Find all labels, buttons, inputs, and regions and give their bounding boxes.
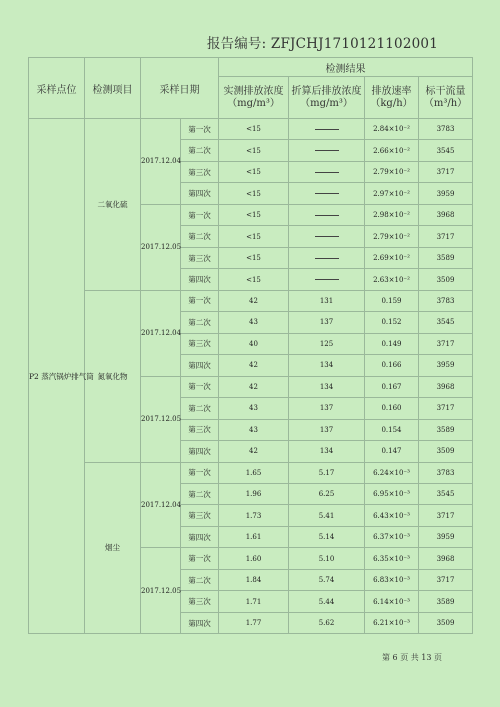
sampling-date: 2017.12.04: [141, 462, 181, 548]
flow-rate-cell: 3509: [419, 269, 473, 290]
flow-rate-cell: 3717: [419, 226, 473, 247]
converted-conc-cell: 137: [289, 312, 365, 333]
sequence-cell: 第三次: [181, 505, 219, 526]
emission-rate-cell: 2.98×10⁻²: [365, 204, 419, 225]
header-location: 采样点位: [29, 58, 85, 119]
sampling-date: 2017.12.05: [141, 376, 181, 462]
flow-rate-cell: 3783: [419, 119, 473, 140]
emission-rate-cell: 0.159: [365, 290, 419, 311]
emission-rate-cell: 0.160: [365, 398, 419, 419]
converted-conc-cell: 5.17: [289, 462, 365, 483]
converted-conc-cell: [289, 226, 365, 247]
emission-rate-cell: 6.37×10⁻³: [365, 526, 419, 547]
sampling-date: 2017.12.05: [141, 548, 181, 634]
sequence-cell: 第二次: [181, 398, 219, 419]
flow-rate-cell: 3717: [419, 333, 473, 354]
flow-rate-cell: 3589: [419, 247, 473, 268]
header-converted-conc: 折算后排放浓度（mg/m³）: [289, 77, 365, 119]
page-footer: 第 6 页 共 13 页: [382, 653, 442, 662]
sequence-cell: 第一次: [181, 548, 219, 569]
converted-conc-cell: 137: [289, 419, 365, 440]
converted-conc-cell: 134: [289, 376, 365, 397]
emission-rate-cell: 0.152: [365, 312, 419, 333]
sequence-cell: 第一次: [181, 119, 219, 140]
converted-conc-cell: [289, 119, 365, 140]
converted-conc-cell: 5.62: [289, 612, 365, 633]
converted-conc-cell: 131: [289, 290, 365, 311]
flow-rate-cell: 3717: [419, 161, 473, 182]
converted-conc-cell: [289, 269, 365, 290]
table-row: [29, 119, 473, 140]
measured-conc-cell: 1.77: [219, 612, 289, 633]
flow-rate-cell: 3968: [419, 376, 473, 397]
sequence-cell: 第一次: [181, 376, 219, 397]
dash-line: [315, 258, 339, 259]
measured-conc-cell: 42: [219, 290, 289, 311]
sequence-cell: 第三次: [181, 591, 219, 612]
converted-conc-cell: [289, 204, 365, 225]
test-item: 烟尘: [85, 462, 141, 634]
converted-conc-cell: [289, 140, 365, 161]
header-rate: 排放速率（kg/h）: [365, 77, 419, 119]
flow-rate-cell: 3959: [419, 355, 473, 376]
converted-conc-cell: 5.74: [289, 569, 365, 590]
emission-rate-cell: 6.24×10⁻³: [365, 462, 419, 483]
sequence-cell: 第三次: [181, 161, 219, 182]
sequence-cell: 第一次: [181, 290, 219, 311]
sequence-cell: 第三次: [181, 419, 219, 440]
dash-line: [315, 129, 339, 130]
sampling-date: 2017.12.04: [141, 119, 181, 205]
sequence-cell: 第四次: [181, 269, 219, 290]
sequence-cell: 第四次: [181, 183, 219, 204]
table-row: [29, 290, 473, 311]
test-item: 二氧化硫: [85, 119, 141, 291]
report-number: 报告编号: ZFJCHJ1710121102001: [206, 36, 438, 52]
flow-rate-cell: 3717: [419, 569, 473, 590]
sequence-cell: 第二次: [181, 140, 219, 161]
flow-rate-cell: 3959: [419, 526, 473, 547]
results-table: [28, 57, 473, 634]
results-body: [29, 119, 473, 634]
dash-line: [315, 215, 339, 216]
dash-line: [315, 236, 339, 237]
sequence-cell: 第三次: [181, 333, 219, 354]
dash-line: [315, 279, 339, 280]
sampling-location: P2 蒸汽锅炉排气筒: [29, 119, 85, 634]
test-item: 氮氧化物: [85, 290, 141, 462]
measured-conc-cell: <15: [219, 119, 289, 140]
flow-rate-cell: 3545: [419, 312, 473, 333]
measured-conc-cell: 1.71: [219, 591, 289, 612]
flow-rate-cell: 3959: [419, 183, 473, 204]
sampling-date: 2017.12.05: [141, 204, 181, 290]
sequence-cell: 第四次: [181, 441, 219, 462]
measured-conc-cell: <15: [219, 269, 289, 290]
converted-conc-cell: [289, 183, 365, 204]
emission-rate-cell: 6.95×10⁻³: [365, 483, 419, 504]
header-item: 检测项目: [85, 58, 141, 119]
measured-conc-cell: 42: [219, 441, 289, 462]
table-row: [29, 462, 473, 483]
header-measured-conc: 实测排放浓度（mg/m³）: [219, 77, 289, 119]
converted-conc-cell: 5.10: [289, 548, 365, 569]
converted-conc-cell: 5.44: [289, 591, 365, 612]
measured-conc-cell: 1.84: [219, 569, 289, 590]
measured-conc-cell: 1.96: [219, 483, 289, 504]
sequence-cell: 第二次: [181, 483, 219, 504]
flow-rate-cell: 3783: [419, 290, 473, 311]
measured-conc-cell: <15: [219, 226, 289, 247]
converted-conc-cell: 134: [289, 441, 365, 462]
measured-conc-cell: 1.73: [219, 505, 289, 526]
measured-conc-cell: 40: [219, 333, 289, 354]
emission-rate-cell: 2.69×10⁻²: [365, 247, 419, 268]
emission-rate-cell: 0.147: [365, 441, 419, 462]
flow-rate-cell: 3545: [419, 140, 473, 161]
header-flow: 标干流量（m³/h）: [419, 77, 473, 119]
flow-rate-cell: 3717: [419, 505, 473, 526]
converted-conc-cell: 125: [289, 333, 365, 354]
emission-rate-cell: 0.167: [365, 376, 419, 397]
measured-conc-cell: 43: [219, 398, 289, 419]
dash-line: [315, 193, 339, 194]
header-date: 采样日期: [141, 58, 219, 119]
measured-conc-cell: 1.61: [219, 526, 289, 547]
emission-rate-cell: 6.14×10⁻³: [365, 591, 419, 612]
sampling-date: 2017.12.04: [141, 290, 181, 376]
converted-conc-cell: 6.25: [289, 483, 365, 504]
measured-conc-cell: <15: [219, 247, 289, 268]
emission-rate-cell: 0.149: [365, 333, 419, 354]
flow-rate-cell: 3783: [419, 462, 473, 483]
emission-rate-cell: 0.154: [365, 419, 419, 440]
flow-rate-cell: 3509: [419, 612, 473, 633]
flow-rate-cell: 3968: [419, 204, 473, 225]
converted-conc-cell: [289, 161, 365, 182]
flow-rate-cell: 3968: [419, 548, 473, 569]
sequence-cell: 第二次: [181, 569, 219, 590]
emission-rate-cell: 2.63×10⁻²: [365, 269, 419, 290]
sequence-cell: 第三次: [181, 247, 219, 268]
converted-conc-cell: 137: [289, 398, 365, 419]
measured-conc-cell: 43: [219, 419, 289, 440]
measured-conc-cell: 42: [219, 376, 289, 397]
sequence-cell: 第二次: [181, 226, 219, 247]
measured-conc-cell: 1.60: [219, 548, 289, 569]
emission-rate-cell: 2.79×10⁻²: [365, 161, 419, 182]
sequence-cell: 第二次: [181, 312, 219, 333]
flow-rate-cell: 3545: [419, 483, 473, 504]
emission-rate-cell: 6.43×10⁻³: [365, 505, 419, 526]
converted-conc-cell: 134: [289, 355, 365, 376]
flow-rate-cell: 3589: [419, 591, 473, 612]
emission-rate-cell: 2.97×10⁻²: [365, 183, 419, 204]
flow-rate-cell: 3509: [419, 441, 473, 462]
sequence-cell: 第四次: [181, 355, 219, 376]
converted-conc-cell: 5.41: [289, 505, 365, 526]
dash-line: [315, 150, 339, 151]
measured-conc-cell: <15: [219, 204, 289, 225]
sequence-cell: 第四次: [181, 526, 219, 547]
measured-conc-cell: 42: [219, 355, 289, 376]
sequence-cell: 第四次: [181, 612, 219, 633]
header-result-group: 检测结果: [219, 58, 473, 77]
converted-conc-cell: 5.14: [289, 526, 365, 547]
measured-conc-cell: 43: [219, 312, 289, 333]
flow-rate-cell: 3589: [419, 419, 473, 440]
measured-conc-cell: <15: [219, 140, 289, 161]
emission-rate-cell: 6.35×10⁻³: [365, 548, 419, 569]
sequence-cell: 第一次: [181, 462, 219, 483]
emission-rate-cell: 2.84×10⁻²: [365, 119, 419, 140]
measured-conc-cell: 1.65: [219, 462, 289, 483]
dash-line: [315, 172, 339, 173]
sequence-cell: 第一次: [181, 204, 219, 225]
flow-rate-cell: 3717: [419, 398, 473, 419]
emission-rate-cell: 0.166: [365, 355, 419, 376]
measured-conc-cell: <15: [219, 183, 289, 204]
emission-rate-cell: 2.66×10⁻²: [365, 140, 419, 161]
emission-rate-cell: 6.83×10⁻³: [365, 569, 419, 590]
emission-rate-cell: 6.21×10⁻³: [365, 612, 419, 633]
emission-rate-cell: 2.79×10⁻²: [365, 226, 419, 247]
measured-conc-cell: <15: [219, 161, 289, 182]
converted-conc-cell: [289, 247, 365, 268]
